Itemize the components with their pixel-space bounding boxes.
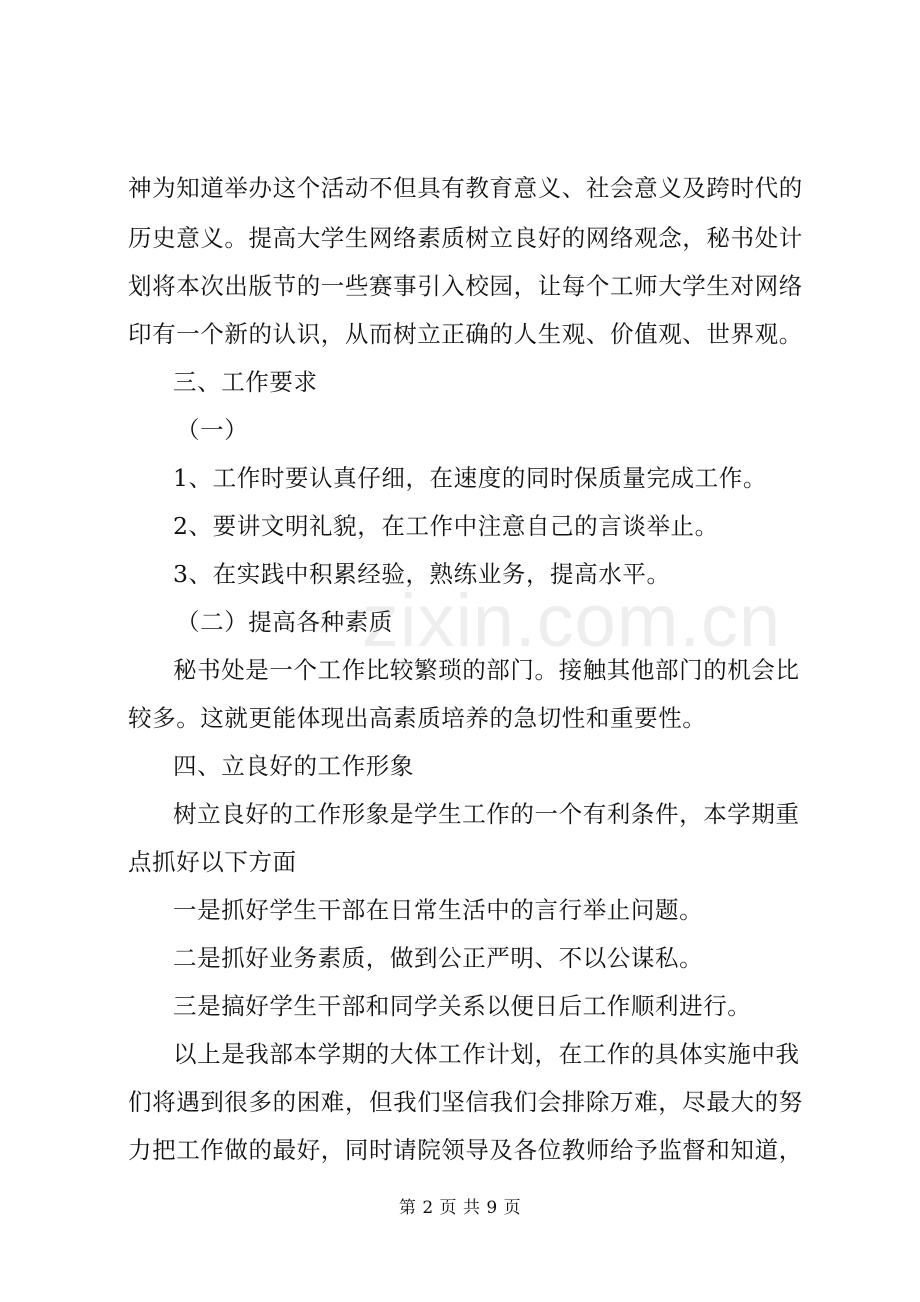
section-heading: 三、工作要求 xyxy=(173,368,318,396)
list-item: 2、要讲文明礼貌，在工作中注意自己的言谈举止。 xyxy=(173,512,719,540)
body-line: 秘书处是一个工作比较繁琐的部门。接触其他部门的机会比 xyxy=(173,656,800,684)
list-item: 二是抓好业务素质，做到公正严明、不以公谋私。 xyxy=(173,944,704,972)
body-line: 点抓好以下方面 xyxy=(128,848,297,876)
body-line: 力把工作做的最好，同时请院领导及各位教师给予监督和知道， xyxy=(128,1136,803,1164)
list-item: 1、工作时要认真仔细，在速度的同时保质量完成工作。 xyxy=(173,464,767,492)
subsection-heading: （一） xyxy=(176,416,249,444)
section-heading: 四、立良好的工作形象 xyxy=(173,752,414,780)
list-item: 一是抓好学生干部在日常生活中的言行举止问题。 xyxy=(173,896,704,924)
body-line: 树立良好的工作形象是学生工作的一个有利条件，本学期重 xyxy=(173,800,800,828)
watermark: zixin.com.cn xyxy=(362,579,782,662)
body-line: 以上是我部本学期的大体工作计划，在工作的具体实施中我 xyxy=(173,1040,800,1068)
list-item: 三是搞好学生干部和同学关系以便日后工作顺利进行。 xyxy=(173,992,752,1020)
body-line: 神为知道举办这个活动不但具有教育意义、社会意义及跨时代的 xyxy=(128,174,803,202)
body-line: 历史意义。提高大学生网络素质树立良好的网络观念，秘书处计 xyxy=(128,224,803,252)
body-line: 们将遇到很多的困难，但我们坚信我们会排除万难，尽最大的努 xyxy=(128,1088,803,1116)
body-line: 划将本次出版节的一些赛事引入校园，让每个工师大学生对网络 xyxy=(128,272,803,300)
list-item: 3、在实践中积累经验，熟练业务，提高水平。 xyxy=(173,560,671,588)
page-indicator: 第 2 页 共 9 页 xyxy=(398,1198,522,1218)
subsection-heading: （二）提高各种素质 xyxy=(176,608,393,636)
body-line: 较多。这就更能体现出高素质培养的急切性和重要性。 xyxy=(128,704,707,732)
body-line: 印有一个新的认识，从而树立正确的人生观、价值观、世界观。 xyxy=(128,320,803,348)
